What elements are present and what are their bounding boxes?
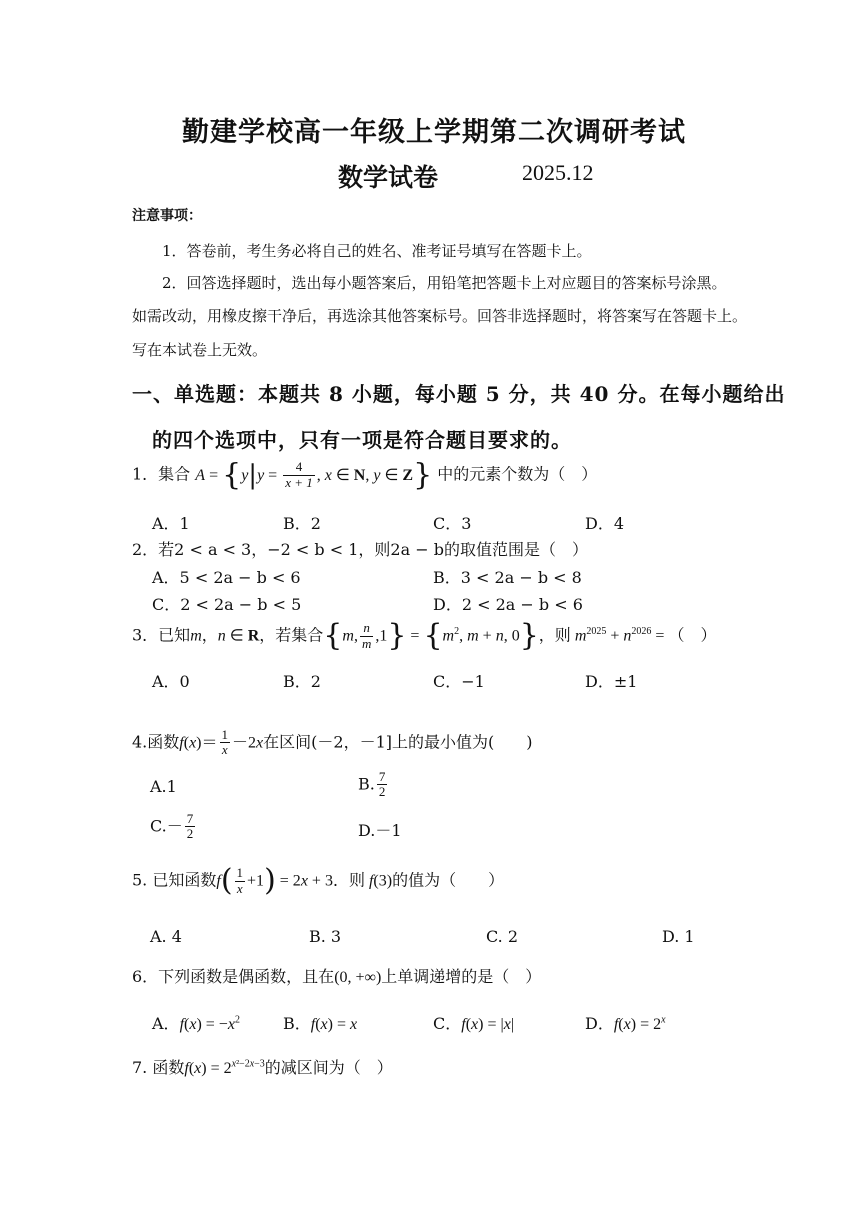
question-2-option-a: A．5 < 2a − b < 6	[152, 568, 301, 587]
question-5-option-c: C. 2	[486, 927, 519, 946]
question-3-mid: ，若集合	[259, 625, 324, 645]
notice-item-2-line-2: 如需改动，用橡皮擦干净后，再选涂其他答案标号。回答非选择题时，将答案写在答题卡上。	[132, 307, 748, 325]
question-4-suffix: 在区间(－2，－1]上的最小值为( )	[263, 732, 533, 752]
notice-heading: 注意事项：	[132, 208, 202, 224]
question-2-option-c: C．2 < 2a − b < 5	[152, 595, 302, 614]
question-5-suffix: 的值为（ ）	[392, 870, 505, 890]
question-3-stem: 3．已知m，n ∈ R，若集合{m, $\frac{n}{m}$ $,1\} = \{m^2$, m + n, 0}，则 $m^{2025} + n^{2026}$ = （ ）	[132, 618, 717, 653]
question-3-suffix: （ ）	[668, 625, 717, 645]
notice-item-1: 1．答卷前，考生务必将自己的姓名、准考证号填写在答题卡上。	[162, 242, 592, 260]
exam-subtitle: 数学试卷	[338, 163, 439, 192]
exam-date: 2025.12	[522, 160, 594, 185]
question-6-option-c: C．f(x) = |x|	[433, 1014, 515, 1033]
section-heading-line-1: 一、单选题：本题共 8 小题，每小题 5 分，共 40 分。在每小题给出	[132, 382, 786, 406]
question-4-option-b: B. $\frac{7}{2}$	[358, 769, 386, 800]
question-5-stem: 5. 已知函数f( $\frac{1}{x}$ +1) = 2x + 3．则 f(3)的值为（ ）	[132, 863, 505, 898]
question-4-stem: 4.函数f(x)＝ $\frac{1}{x}$ －2x在区间(－2，－1]上的最小值为( )	[132, 727, 533, 758]
question-6-suffix: 上单调递增的是（ ）	[381, 967, 542, 986]
question-6-stem: 6．下列函数是偶函数，且在(0, +∞)上单调递增的是（ ）	[132, 967, 542, 986]
question-4-option-a: A.1	[150, 777, 177, 796]
question-6-option-a: A．$f(x) = -x^2$	[152, 1014, 240, 1033]
question-6-option-d: D．$f(x) = 2^x$	[585, 1014, 666, 1033]
exam-title: 勤建学校高一年级上学期第二次调研考试	[182, 117, 686, 148]
question-5-prefix: 5. 已知函数	[132, 870, 217, 890]
question-5-option-d: D. 1	[662, 927, 695, 946]
question-2-stem: 2．若2 < a < 3，−2 < b < 1，则2a − b的取值范围是（ ）	[132, 540, 588, 559]
question-7-stem: 7. 函数$f(x) = 2^{x^2-2x-3}$的减区间为（ ）	[132, 1058, 393, 1077]
section-heading-line-2: 的四个选项中，只有一项是符合题目要求的。	[152, 428, 572, 452]
question-1-suffix: 中的元素个数为（ ）	[437, 464, 598, 484]
notice-item-2-line-3: 写在本试卷上无效。	[132, 341, 268, 359]
question-1-prefix: 1．集合	[132, 464, 191, 484]
question-1-option-b: B．2	[283, 514, 321, 533]
question-3-option-d: D．±1	[585, 672, 638, 691]
question-2-option-b: B．3 < 2a − b < 8	[433, 568, 582, 587]
question-1-option-d: D．4	[585, 514, 625, 533]
question-3-option-b: B．2	[283, 672, 321, 691]
question-6-option-b: B．f(x) = x	[283, 1014, 358, 1033]
question-3-prefix: 3．已知	[132, 625, 191, 645]
question-1-option-a: A．1	[152, 514, 190, 533]
question-1-stem	[132, 457, 598, 492]
question-4-option-d: D.－1	[358, 821, 402, 840]
question-2-option-d: D．2 < 2a − b < 6	[433, 595, 583, 614]
question-7-prefix: 7. 函数	[132, 1058, 185, 1077]
question-5-option-b: B. 3	[309, 927, 342, 946]
question-7-suffix: 的减区间为（ ）	[264, 1058, 393, 1077]
question-5-option-a: A. 4	[150, 927, 182, 946]
notice-item-2-line-1: 2．回答选择题时，选出每小题答案后，用铅笔把答题卡上对应题目的答案标号涂黑。	[162, 274, 727, 292]
question-6-prefix: 6．下列函数是偶函数，且在	[132, 967, 335, 986]
question-4-prefix: 4.函数	[132, 732, 180, 752]
question-3-option-c: C．−1	[433, 672, 485, 691]
question-3-option-a: A．0	[152, 672, 190, 691]
question-4-option-c: C.－ $\frac{7}{2}$	[150, 811, 194, 842]
question-1-formula: A = {y|y = $\frac{4}{x + 1}$ , x ∈ N, y ∈ Z}	[195, 457, 433, 492]
question-1-option-c: C．3	[433, 514, 472, 533]
